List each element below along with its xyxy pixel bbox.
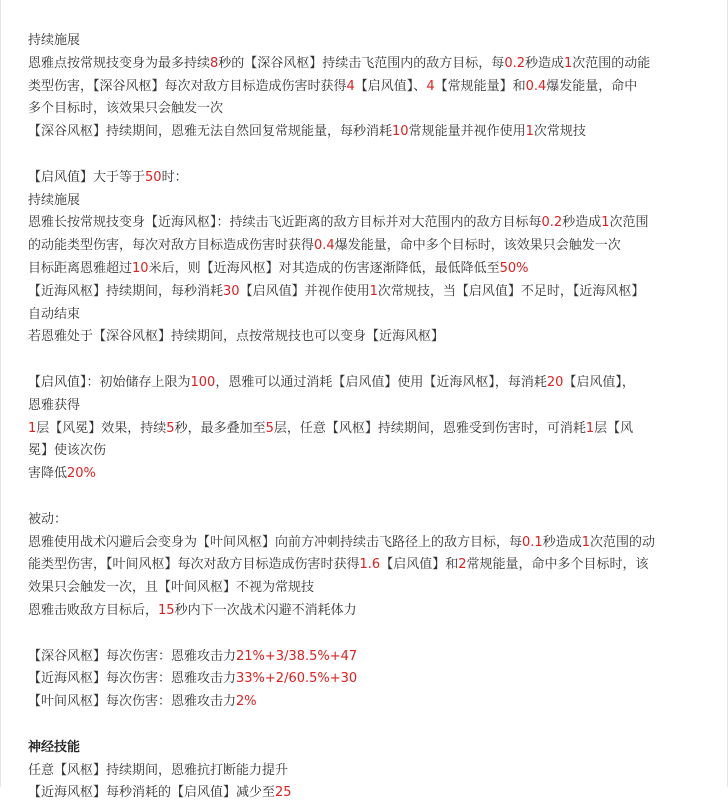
- highlight-value: 5: [166, 420, 175, 436]
- text-segment: 多个目标时，该效果只会触发一次: [28, 101, 224, 117]
- text-line: [28, 508, 67, 531]
- highlight-value: 25: [275, 785, 292, 801]
- text-line: [28, 736, 80, 759]
- section-heading: 神经技能: [28, 739, 81, 755]
- text-segment: 【启风值】：初始储存上限为: [28, 375, 191, 390]
- text-segment: 【深谷风枢】每次伤害：恩雅攻击力: [28, 648, 237, 664]
- highlight-value: 1: [585, 420, 595, 436]
- text-segment: 恩雅点按常规技变身为最多持续: [28, 55, 211, 71]
- text-segment: 害降低: [28, 466, 68, 482]
- text-line: [28, 280, 644, 303]
- text-line: [28, 52, 650, 75]
- text-line: [28, 211, 649, 234]
- text-segment: 次常规技: [533, 124, 586, 140]
- text-segment: 的动能类型伤害，每次对敌方目标造成伤害时获得: [28, 238, 315, 254]
- text-segment: 恩雅使用战术闪避后会变身为【叶间风枢】向前方冲刺持续击飞路径上的敌方目标，每: [28, 534, 523, 550]
- text-segment: 秒，最多叠加至: [174, 420, 266, 436]
- highlight-value: 1: [601, 215, 610, 231]
- text-segment: 【启风值】大于等于: [28, 169, 146, 185]
- highlight-value: 50%: [499, 261, 529, 276]
- text-segment: 持续施展: [28, 192, 81, 208]
- highlight-value: 2: [458, 557, 467, 573]
- highlight-value: 10: [132, 261, 149, 276]
- text-line: [28, 303, 80, 326]
- text-segment: 秒造成: [542, 534, 582, 550]
- text-segment: 【启风值】，: [563, 375, 635, 390]
- text-segment: 层【风: [594, 420, 634, 436]
- text-line: [28, 166, 188, 189]
- text-line: [28, 325, 444, 348]
- text-line: [28, 417, 633, 440]
- text-segment: 次范围: [609, 215, 649, 231]
- text-segment: 【深谷风枢】持续期间，恩雅无法自然回复常规能量，每秒消耗: [28, 124, 393, 140]
- text-line: [28, 439, 106, 462]
- highlight-value: 0.4: [314, 238, 335, 254]
- text-line: [28, 29, 80, 52]
- text-segment: 恩雅击败敌方目标后，: [28, 603, 159, 618]
- highlight-value: 15: [158, 603, 175, 618]
- highlight-value: 1: [581, 534, 590, 550]
- text-segment: 次常规技，当【启风值】不足时，【近海风枢】: [377, 283, 645, 299]
- text-segment: ，恩雅可以通过消耗【启风值】使用【近海风枢】，每消耗: [215, 375, 547, 390]
- text-segment: 【叶间风枢】每次伤害：恩雅攻击力: [28, 694, 237, 710]
- highlight-value: 10: [392, 124, 409, 140]
- highlight-value: 2%: [236, 694, 257, 710]
- text-segment: 恩雅长按常规技变身【近海风枢】：持续击飞近距离的敌方目标并对大范围内的敌方目标每: [28, 215, 542, 231]
- highlight-value: 20: [546, 375, 564, 390]
- text-segment: 目标距离恩雅超过: [28, 261, 133, 276]
- text-segment: 效果只会触发一次，且【叶间风枢】不视为常规技: [28, 580, 315, 596]
- text-segment: 类型伤害，【深谷风枢】每次对敌方目标造成伤害时获得: [28, 78, 347, 94]
- highlight-value: 50: [145, 169, 162, 185]
- text-segment: 层，任意【风枢】持续期间，恩雅受到伤害时，可消耗: [273, 420, 586, 436]
- highlight-value: 30: [223, 283, 240, 299]
- text-segment: 任意【风枢】持续期间，恩雅抗打断能力提升: [28, 762, 289, 778]
- text-segment: 秒的【深谷风枢】持续击飞范围内的敌方目标，每: [218, 55, 505, 71]
- text-segment: 【启风值】并视作使用: [239, 283, 370, 299]
- highlight-value: 1: [28, 420, 37, 436]
- text-segment: 【近海风枢】每秒消耗的【启风值】减少至: [28, 785, 276, 801]
- text-segment: 恩雅获得: [28, 397, 81, 413]
- highlight-value: 33%+2/60.5%+30: [236, 671, 358, 687]
- text-segment: 常规能量并视作使用: [408, 124, 526, 140]
- highlight-value: 1: [369, 283, 378, 299]
- text-segment: 爆发能量，命中多个目标时，该效果只会触发一次: [334, 238, 621, 254]
- highlight-value: 20%: [67, 466, 96, 482]
- text-segment: 秒造成: [562, 215, 602, 231]
- text-line: [28, 97, 223, 120]
- text-line: [28, 120, 586, 143]
- text-line: [28, 781, 292, 804]
- text-line: [28, 645, 357, 668]
- text-segment: 【启风值】和: [380, 557, 459, 573]
- text-segment: 被动：: [28, 511, 68, 527]
- text-line: [28, 531, 655, 554]
- highlight-value: 0.1: [522, 534, 543, 550]
- text-segment: 次范围的动: [590, 534, 656, 550]
- highlight-value: 1: [525, 124, 534, 140]
- text-segment: 【近海风枢】持续期间，每秒消耗: [28, 283, 224, 299]
- text-segment: 爆发能量，命中: [546, 78, 638, 94]
- highlight-value: 1.6: [359, 557, 381, 573]
- text-segment: 米后，则【近海风枢】对其造成的伤害逐渐降低，最低降低至: [148, 261, 500, 276]
- text-segment: 持续施展: [28, 33, 81, 48]
- text-line: [28, 667, 357, 690]
- text-segment: 时：: [161, 169, 188, 185]
- text-segment: 能类型伤害，【叶间风枢】每次对敌方目标造成伤害时获得: [28, 557, 360, 573]
- highlight-value: 0.2: [541, 215, 563, 231]
- text-line: [28, 690, 257, 713]
- text-line: [28, 394, 80, 417]
- highlight-value: 5: [265, 420, 274, 436]
- text-segment: 冕】使该次伤: [28, 443, 107, 459]
- highlight-value: 100: [190, 375, 216, 390]
- highlight-value: 4: [426, 78, 435, 94]
- text-segment: 秒内下一次战术闪避不消耗体力: [174, 603, 357, 618]
- text-line: [28, 234, 621, 257]
- text-line: [28, 189, 80, 212]
- highlight-value: 4: [346, 78, 355, 94]
- text-segment: 自动结束: [28, 306, 81, 322]
- text-line: [28, 462, 96, 485]
- highlight-value: 0.2: [504, 55, 525, 71]
- text-segment: 【启风值】、: [354, 78, 427, 94]
- text-line: [28, 257, 528, 280]
- text-segment: 【近海风枢】每次伤害：恩雅攻击力: [28, 671, 237, 687]
- text-line: [28, 553, 649, 576]
- text-segment: 【常规能量】和: [434, 78, 526, 94]
- text-line: [28, 371, 635, 394]
- text-segment: 若恩雅处于【深谷风枢】持续期间，点按常规技也可以变身【近海风枢】: [28, 329, 445, 345]
- text-segment: 次范围的动能: [572, 55, 651, 71]
- highlight-value: 8: [210, 55, 219, 71]
- text-segment: 常规能量，命中多个目标时，该: [466, 557, 649, 573]
- text-segment: 层【风冕】效果，持续: [36, 420, 167, 436]
- text-line: [28, 759, 288, 782]
- text-line: [28, 599, 357, 622]
- text-segment: 秒造成: [525, 55, 565, 71]
- text-line: [28, 576, 314, 599]
- highlight-value: 1: [564, 55, 573, 71]
- highlight-value: 21%+3/38.5%+47: [236, 648, 358, 664]
- text-line: [28, 75, 637, 98]
- highlight-value: 0.4: [525, 78, 547, 94]
